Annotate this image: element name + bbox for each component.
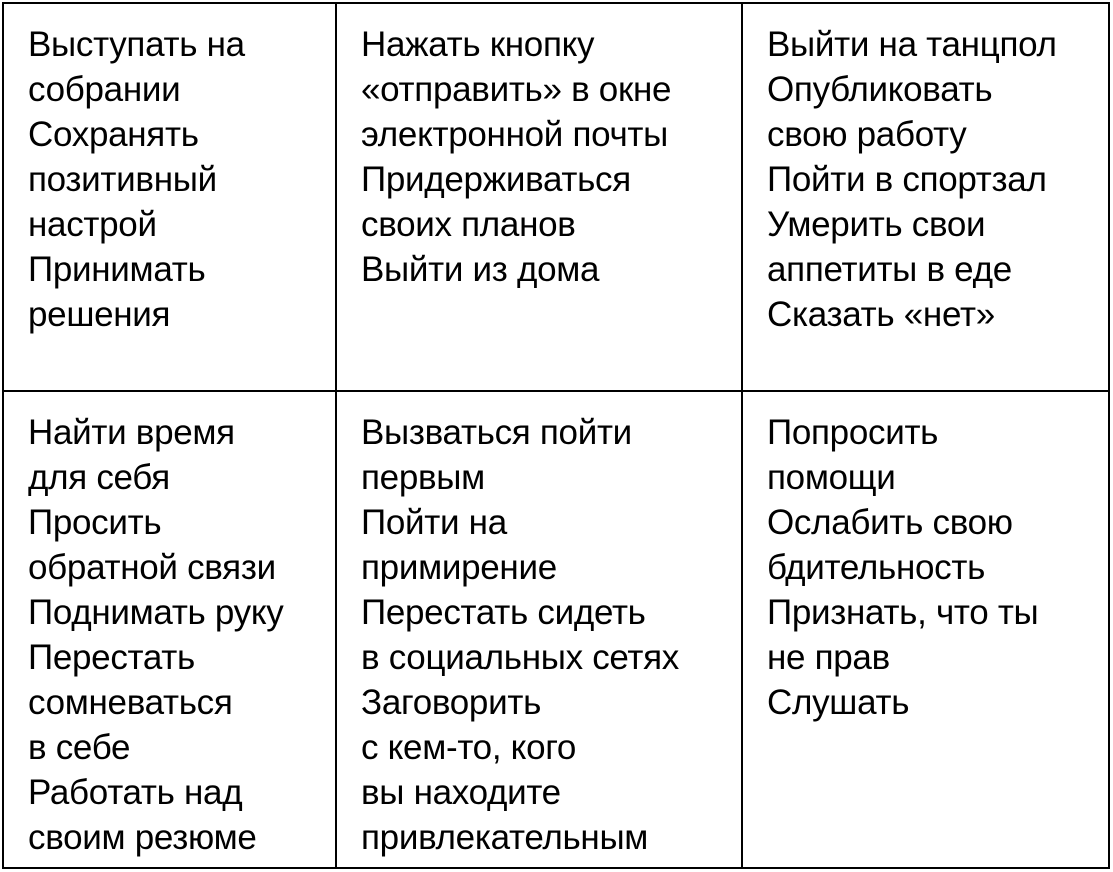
table-cell: [743, 4, 1108, 392]
cell-line: своих планов: [361, 205, 576, 244]
cell-line: Слушать: [767, 683, 910, 722]
cell-line: с кем-то, кого: [361, 728, 577, 767]
table-cell: [743, 392, 1108, 867]
cell-line: Умерить свои: [767, 205, 986, 244]
cell-line: решения: [28, 295, 171, 334]
cell-line: Сохранять: [28, 115, 199, 154]
cell-line: Выступать на: [28, 25, 245, 64]
cell-line: Пойти в спортзал: [767, 160, 1047, 199]
cell-line: Перестать: [28, 638, 195, 677]
cell-line: бдительность: [767, 548, 986, 587]
cell-line: своим резюме: [28, 818, 257, 857]
cell-line: Ослабить свою: [767, 503, 1013, 542]
cell-line: электронной почты: [361, 115, 669, 154]
cell-line: Попросить: [767, 413, 939, 452]
actions-table: [2, 2, 1110, 869]
cell-line: Сказать «нет»: [767, 295, 995, 334]
table-cell: [4, 4, 337, 392]
cell-line: для себя: [28, 458, 170, 497]
cell-line: помощи: [767, 458, 896, 497]
table-cell: [4, 392, 337, 867]
cell-line: привлекательным: [361, 818, 649, 857]
cell-text: [28, 410, 331, 860]
cell-line: настрой: [28, 205, 157, 244]
cell-line: сомневаться: [28, 683, 233, 722]
cell-line: Пойти на: [361, 503, 507, 542]
cell-line: Поднимать руку: [28, 593, 284, 632]
cell-text: [767, 22, 1104, 337]
cell-line: собрании: [28, 70, 181, 109]
cell-line: Заговорить: [361, 683, 542, 722]
cell-line: Вызваться пойти: [361, 413, 632, 452]
cell-line: не прав: [767, 638, 890, 677]
cell-text: [361, 22, 737, 292]
cell-text: [767, 410, 1104, 725]
cell-line: «отправить» в окне: [361, 70, 672, 109]
cell-line: Работать над: [28, 773, 243, 812]
cell-line: Признать, что ты: [767, 593, 1039, 632]
cell-text: [28, 22, 331, 337]
cell-line: Придерживаться: [361, 160, 631, 199]
cell-line: первым: [361, 458, 485, 497]
cell-line: в социальных сетях: [361, 638, 679, 677]
cell-line: Нажать кнопку: [361, 25, 595, 64]
cell-line: Найти время: [28, 413, 235, 452]
cell-line: аппетиты в еде: [767, 250, 1012, 289]
table-cell: [337, 4, 743, 392]
cell-line: Просить: [28, 503, 162, 542]
cell-line: Выйти на танцпол: [767, 25, 1057, 64]
cell-line: Опубликовать: [767, 70, 993, 109]
table-cell: [337, 392, 743, 867]
cell-line: примирение: [361, 548, 557, 587]
cell-line: Принимать: [28, 250, 206, 289]
cell-line: позитивный: [28, 160, 217, 199]
cell-line: обратной связи: [28, 548, 276, 587]
cell-line: в себе: [28, 728, 131, 767]
cell-line: Выйти из дома: [361, 250, 600, 289]
cell-line: Перестать сидеть: [361, 593, 646, 632]
cell-line: вы находите: [361, 773, 561, 812]
cell-text: [361, 410, 737, 860]
cell-line: свою работу: [767, 115, 967, 154]
